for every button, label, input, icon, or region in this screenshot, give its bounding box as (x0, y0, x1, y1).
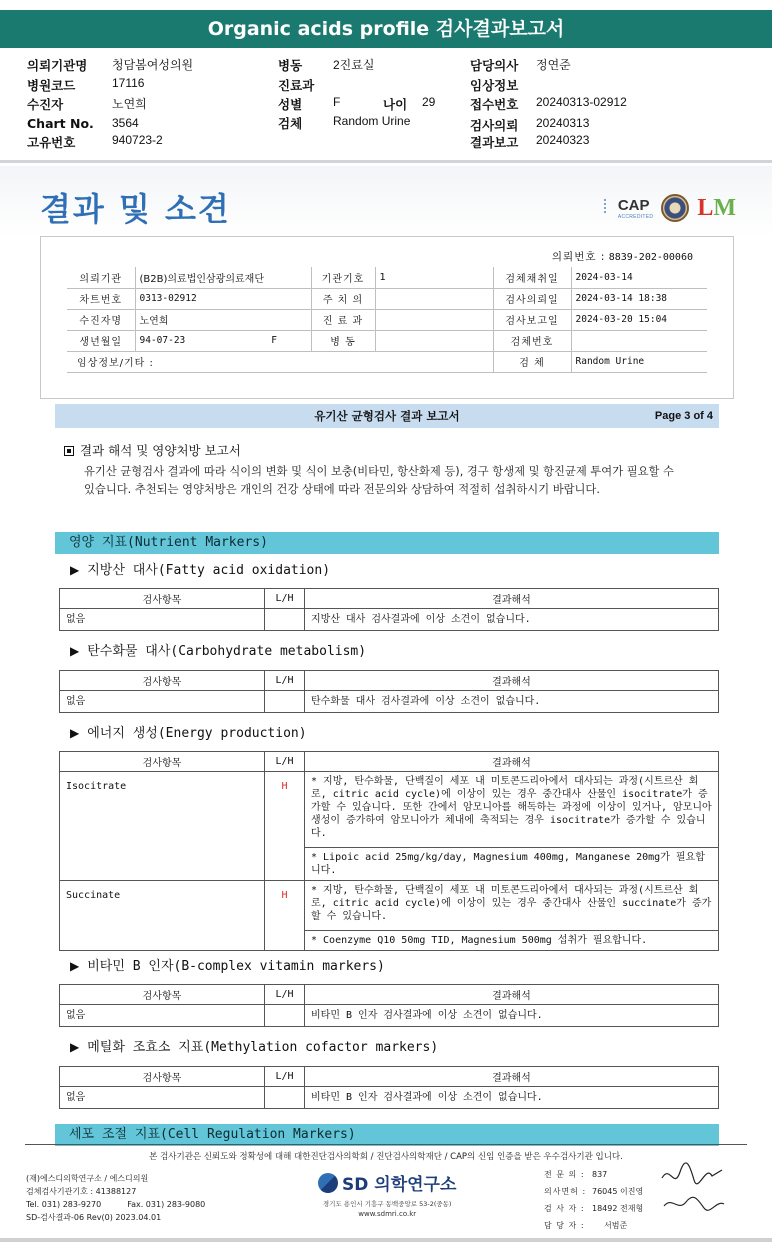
sd-mark-icon (318, 1173, 338, 1193)
sex-label: 성별 (278, 97, 303, 112)
doctor-value: 정연준 (536, 58, 571, 72)
footer-lab-info: (재)에스디의학연구소 / 에스디의원 검체검사기관기호 : 41388127 Tel. 031) 283-9270 Fax. 031) 283-9080 SD-검사결과-06 Rev(0) 2023.04.01 (26, 1174, 206, 1222)
result-report-label: 결과보고 (470, 135, 519, 150)
interpretation-body: 유기산 균형검사 결과에 따라 식이의 변화 및 식이 보충(비타민, 항산화제 등), 경구 항생제 및 항진균제 투여가 필요할 수 있습니다. 추천되는 영양처방은 개인의 건강 상태에 따라 전문의와 상담하여 적절히 섭취하시기 바랍니다. (84, 465, 674, 496)
cell-regulation-band: 세포 조절 지표(Cell Regulation Markers) (55, 1124, 719, 1146)
page-bottom-rule (0, 1238, 772, 1242)
result-report-value: 20240323 (536, 133, 590, 147)
methylation-heading: ▶ 메틸화 조효소 지표(Methylation cofactor markers) (70, 1040, 439, 1055)
triangle-right-icon: ▶ (70, 726, 80, 740)
table-row: 없음 탄수화물 대사 검사결과에 이상 소견이 없습니다. (60, 691, 719, 713)
seal-logo (661, 194, 689, 222)
energy-heading: ▶ 에너지 생성(Energy production) (70, 726, 307, 741)
lab-info-box (40, 236, 734, 399)
table-row: * Lipoic acid 25mg/kg/day, Magnesium 400mg, Manganese 20mg가 필요합니다. (60, 848, 719, 881)
footer-accreditation-note: 본 검사기관은 신뢰도와 정확성에 대해 대한진단검사의학회 / 진단검사의학재단 / CAP의 신임 인증을 받은 우수검사기관 입니다. (149, 1152, 623, 1162)
hospital-value: 청담봄여성의원 (112, 58, 194, 72)
request-number: 의뢰번호 : 8839-202-00060 (551, 251, 693, 263)
fatty-acid-table: 검사항목 L/H 결과해석 없음 지방산 대사 검사결과에 이상 소견이 없습니다. (59, 588, 719, 631)
hospital-code-label: 병원코드 (27, 78, 76, 93)
table-row: Succinate H * 지방, 탄수화물, 단백질이 세포 내 미토콘드리아에서 대사되는 과정(시트르산 회로, citric acid cycle)에 이상이 있는 경우 중간대사 산물인 succinate가 증가할 수 있습니다. (60, 881, 719, 931)
dept-label: 진료과 (278, 78, 315, 93)
patient-value: 노연희 (112, 97, 147, 111)
info-row: 수진자명 노연희 진 료 과 검사보고일 2024-03-20 15:04 (67, 309, 707, 330)
page-indicator: Page 3 of 4 (654, 410, 713, 422)
test-request-value: 20240313 (536, 116, 590, 130)
energy-table: 검사항목 L/H 결과해석 Isocitrate H * 지방, 탄수화물, 단백질이 세포 내 미토콘드리아에서 대사되는 과정(시트르산 회로, citric acid cycle)에 이상이 있는 경우 중간대사 산물인 isocitrate가 증가할 수 있습니다. 또한 간에서 암모니아를 해독하는 과정에 이상이 있거나, 암모니아 생성이 증가하여 암모니아가 체내에 축적되는 경우 isocitrate가 증가할 수 있습니다. * Lipoic acid 25mg/kg/day, Magnesium 400mg, Manganese 20mg가 필요합니다. Succinate H * 지방, 탄수화물, 단백질이 세포 내 미토콘드리아에서 대사되는 과정(시트르산 회로, citric acid cycle)에 이상이 있는 경우 중간대사 산물인 succinate가 증가할 수 있습니다. * Coenzyme Q10 50mg TID, Magnesium 500mg 섭취가 필요합니다. (59, 751, 719, 951)
report-title-bar: Organic acids profile 검사결과보고서 (0, 10, 772, 48)
patient-header (0, 54, 772, 154)
triangle-right-icon: ▶ (70, 563, 80, 577)
test-request-label: 검사의뢰 (470, 118, 519, 133)
table-row: 없음 비타민 B 인자 검사결과에 이상 소견이 없습니다. (60, 1005, 719, 1027)
table-row: 없음 비타민 B 인자 검사결과에 이상 소견이 없습니다. (60, 1087, 719, 1109)
table-row: 없음 지방산 대사 검사결과에 이상 소견이 없습니다. (60, 609, 719, 631)
vitamin-b-table: 검사항목 L/H 결과해석 없음 비타민 B 인자 검사결과에 이상 소견이 없습니다. (59, 984, 719, 1027)
hospital-code-value: 17116 (112, 76, 145, 90)
lab-info-table (67, 267, 707, 373)
methylation-table: 검사항목 L/H 결과해석 없음 비타민 B 인자 검사결과에 이상 소견이 없습니다. (59, 1066, 719, 1109)
signature-image (650, 1160, 730, 1224)
table-row: Isocitrate H * 지방, 탄수화물, 단백질이 세포 내 미토콘드리아에서 대사되는 과정(시트르산 회로, citric acid cycle)에 이상이 있는 경우 중간대사 산물인 isocitrate가 증가할 수 있습니다. 또한 간에서 암모니아를 해독하는 과정에 이상이 있거나, 암모니아 생성이 증가하여 암모니아가 체내에 축적되는 경우 isocitrate가 증가할 수 있습니다. (60, 772, 719, 848)
ward-value: 2진료실 (333, 58, 375, 72)
header-divider (0, 160, 772, 163)
carbohydrate-table: 검사항목 L/H 결과해석 없음 탄수화물 대사 검사결과에 이상 소견이 없습니다. (59, 670, 719, 713)
unique-no-label: 고유번호 (27, 135, 76, 150)
square-bullet-icon (64, 446, 74, 456)
table-row: * Coenzyme Q10 50mg TID, Magnesium 500mg 섭취가 필요합니다. (60, 931, 719, 951)
sd-logo: SD 의학연구소 (318, 1170, 456, 1195)
nutrient-markers-band: 영양 지표(Nutrient Markers) (55, 532, 719, 554)
patient-label: 수진자 (27, 97, 64, 112)
info-row: 차트번호 0313-02912 주 치 의 검사의뢰일 2024-03-14 18:38 (67, 288, 707, 309)
hospital-label: 의뢰기관명 (27, 58, 88, 73)
report-title: 유기산 균형검사 결과 보고서 (314, 409, 460, 423)
info-row: 임상정보/기타 : 검 체 Random Urine (67, 351, 707, 372)
age-label: 나이 (383, 97, 408, 112)
triangle-right-icon: ▶ (70, 644, 80, 658)
triangle-right-icon: ▶ (70, 959, 80, 973)
footer-divider (25, 1144, 747, 1145)
doctor-label: 담당의사 (470, 58, 519, 73)
clinical-info-label: 임상정보 (470, 78, 519, 93)
receipt-no-label: 접수번호 (470, 97, 519, 112)
info-row: 생년월일 94-07-23 F 병 동 검체번호 (67, 330, 707, 351)
ward-label: 병동 (278, 58, 303, 73)
sex-value: F (333, 95, 341, 109)
chart-no-value: 3564 (112, 116, 139, 130)
specimen-value: Random Urine (333, 114, 411, 128)
footer-logo-block: SD 의학연구소 경기도 용인시 기흥구 동백중앙로 53-2(중동) www.sdmri.co.kr (318, 1170, 456, 1218)
triangle-right-icon: ▶ (70, 1040, 80, 1054)
receipt-no-value: 20240313-02912 (536, 95, 627, 109)
vitamin-b-heading: ▶ 비타민 B 인자(B-complex vitamin markers) (70, 959, 385, 974)
unique-no-value: 940723-2 (112, 133, 163, 147)
specimen-label: 검체 (278, 116, 303, 131)
chart-no-label: Chart No. (27, 116, 94, 131)
footer-signers: 전 문 의 : 837 의사면허 : 76045 이진영 검 사 자 : 18492 전재형 담 당 자 : 서범준 (544, 1170, 644, 1230)
results-title: 결과 및 소견 (40, 190, 231, 228)
lm-logo: LM (697, 194, 736, 221)
accreditation-logos (604, 194, 736, 222)
age-value: 29 (422, 95, 436, 109)
fatty-acid-heading: ▶ 지방산 대사(Fatty acid oxidation) (70, 563, 331, 578)
cap-logo: CAP ACCREDITED (604, 197, 654, 220)
interpretation-title: 결과 해석 및 영양처방 보고서 (64, 441, 241, 459)
info-row: 의뢰기관 (B2B)의료법인삼광의료재단 기관기호 1 검체채취일 2024-03-14 (67, 267, 707, 288)
carbohydrate-heading: ▶ 탄수화물 대사(Carbohydrate metabolism) (70, 644, 367, 659)
report-section-header (55, 404, 719, 428)
